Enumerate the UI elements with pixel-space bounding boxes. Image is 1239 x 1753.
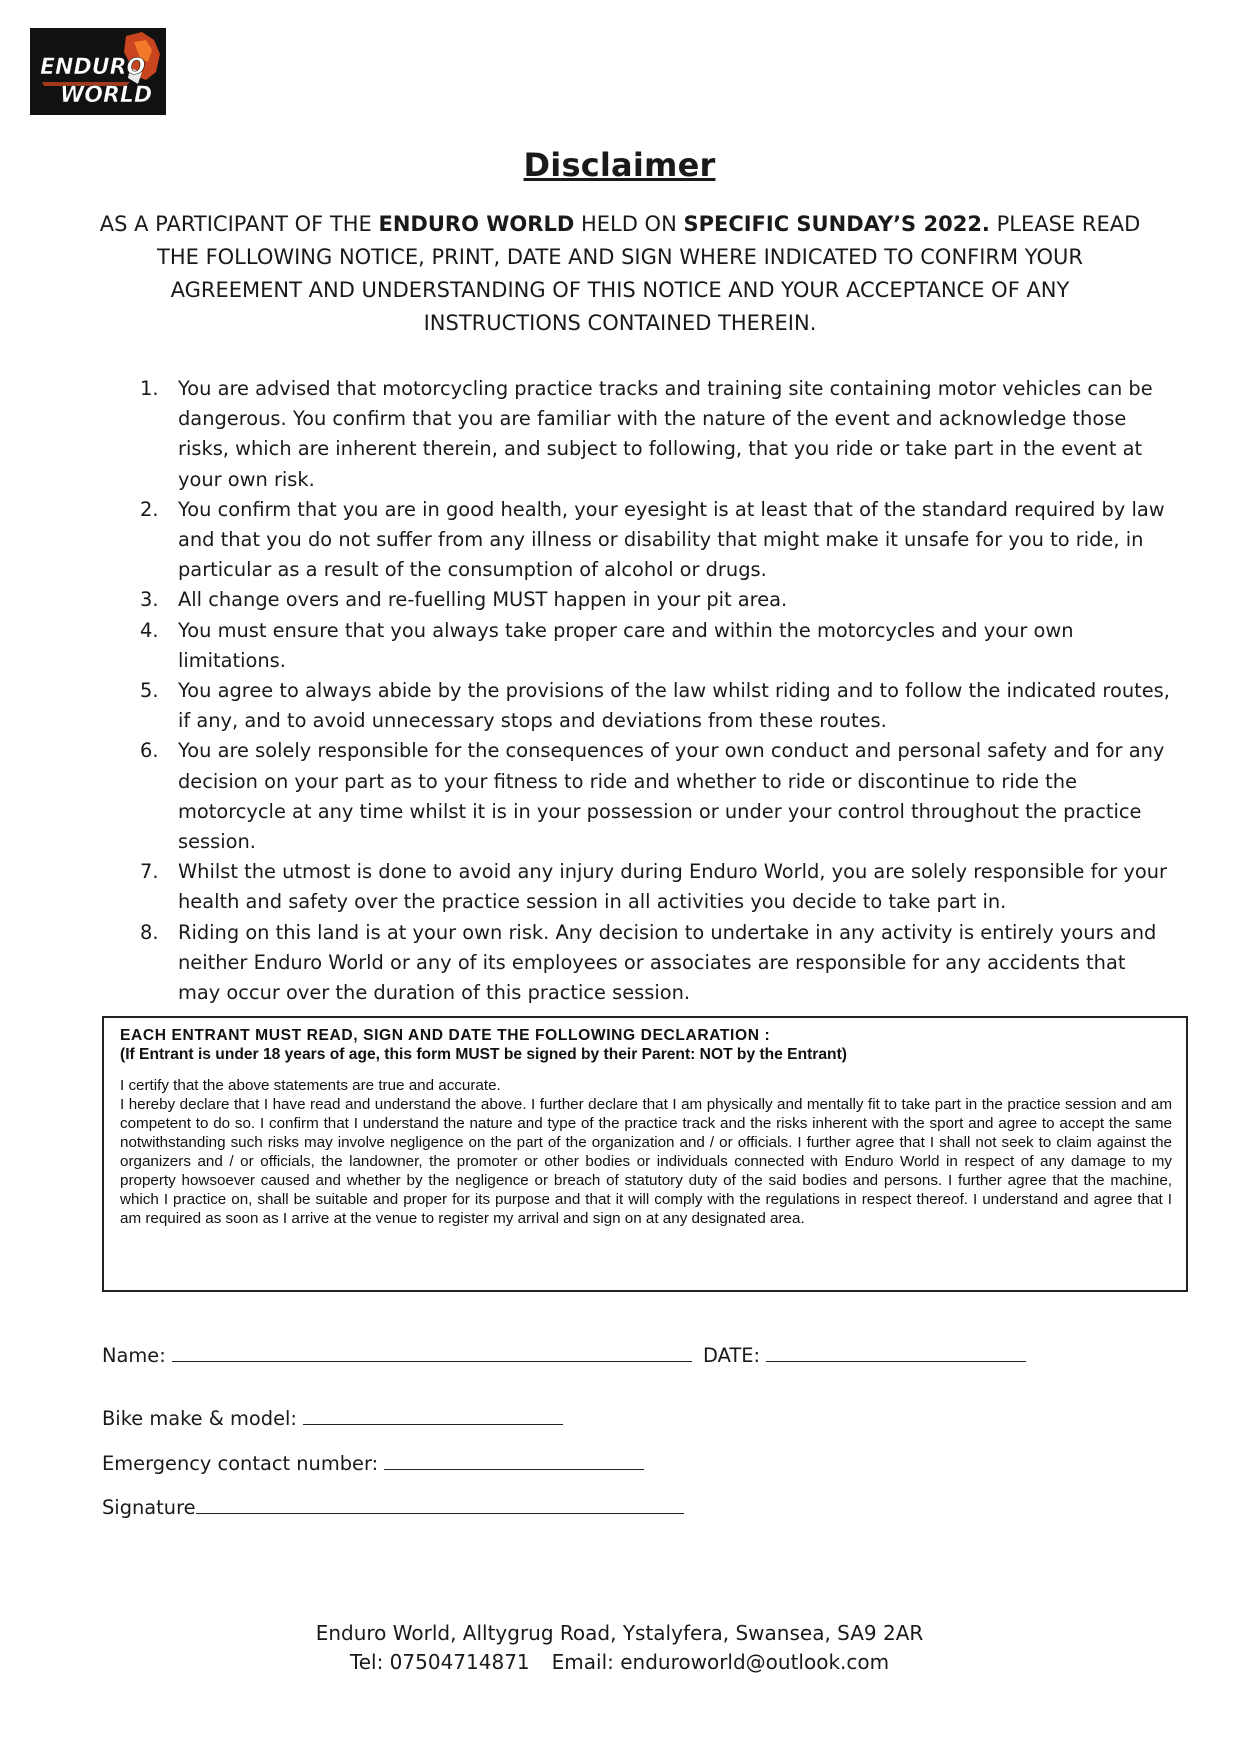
bike-input-line[interactable] [303,1405,563,1425]
footer-email: Email: enduroworld@outlook.com [551,1650,890,1674]
signature-field-row [102,1494,684,1520]
bike-field-row [102,1405,563,1431]
page-title: Disclaimer [523,146,716,184]
footer-address: Enduro World, Alltygrug Road, Ystalyfera, Swansea, SA9 2AR [315,1621,924,1645]
logo [30,28,166,115]
rule-item [130,495,1170,586]
declaration-body [120,1076,1172,1228]
date-label: DATE: [703,1344,760,1367]
rule-number: 4. [140,618,159,642]
rule-item [130,374,1170,495]
rules-list [130,374,1170,1008]
intro-bold-event: ENDURO WORLD [378,212,575,236]
rule-item [130,736,1170,857]
rule-number: 6. [140,739,159,763]
rule-item [130,918,1170,1009]
intro-text-1: AS A PARTICIPANT OF THE [99,212,379,236]
footer [0,1619,1239,1677]
date-input-line[interactable] [766,1342,1026,1362]
emergency-input-line[interactable] [384,1450,644,1470]
declaration-heading-block [120,1026,1172,1064]
rule-text: You must ensure that you always take proper care and within the motorcycles and your own limitations. [178,618,1074,672]
declaration-subheading: (If Entrant is under 18 years of age, this form MUST be signed by their Parent: NOT by the Entrant) [120,1046,847,1063]
rule-item [130,585,1170,615]
rule-text: You are solely responsible for the consequences of your own conduct and personal safety and for any decision on your part as to your fitness to ride and whether to ride or discontinue to ride the motorcycle at any time whilst it is in your possession or under your control throughout the practice session. [178,739,1165,854]
bike-label: Bike make & model: [102,1407,297,1430]
logo-word-world: WORLD [60,83,153,108]
signature-input-line[interactable] [196,1494,684,1514]
rule-text: All change overs and re-fuelling MUST happen in your pit area. [178,588,788,612]
footer-tel: Tel: 07504714871 [349,1650,530,1674]
rule-text: You agree to always abide by the provisions of the law whilst riding and to follow the indicated routes, if any, and to avoid unnecessary stops and deviations from these routes. [178,679,1170,733]
rule-number: 8. [140,920,159,944]
declaration-text: I hereby declare that I have read and understand the above. I further declare that I am physically and mentally fit to take part in the practice session and am competent to do so. I confirm that I understand the nature and type of the practice track and the risks inherent with the sport and agree to accept the same notwithstanding such risks may involve negligence on the part of the organization and / or officials. I further agree that I shall not seek to claim against the organizers and / or officials, the landowner, the promoter or other bodies or individuals connected with Enduro World in respect of any damage to my property howsoever caused and whether by the negligence or breach of statutory duty of the said bodies and persons. I further agree that the machine, which I practice on, shall be suitable and proper for its purpose and that it will comply with the regulations in respect thereof. I understand and agree that I am required as soon as I arrive at the venue to register my arrival and sign on at any designated area. [120,1096,1172,1227]
rule-text: You are advised that motorcycling practice tracks and training site containing motor vehicles can be dangerous. You confirm that you are familiar with the nature of the event and acknowledge those risks, which are inherent therein, and subject to following, that you ride or take part in the event at your own risk. [178,377,1153,491]
intro-paragraph [95,208,1145,340]
rule-text: You confirm that you are in good health, your eyesight is at least that of the standard required by law and that you do not suffer from any illness or disability that might make it unsafe for you to ride, in particular as a result of the consumption of alcohol or drugs. [178,497,1165,582]
rule-number: 2. [140,497,159,521]
logo-word-enduro: ENDURO [40,55,146,80]
emergency-field-row [102,1450,644,1476]
declaration-heading: EACH ENTRANT MUST READ, SIGN AND DATE THE FOLLOWING DECLARATION : [120,1027,771,1044]
rule-text: Whilst the utmost is done to avoid any injury during Enduro World, you are solely responsible for your health and safety over the practice session in all activities you decide to take part in. [178,860,1167,914]
rule-item [130,857,1170,917]
rule-item [130,616,1170,676]
enduro-world-logo [30,28,166,115]
rule-item [130,676,1170,736]
intro-text-3: PLEASE READ THE FOLLOWING NOTICE, PRINT, DATE AND SIGN WHERE INDICATED TO CONFIRM YOUR AGREEMENT AND UNDERSTANDING OF THIS NOTICE AND YOUR ACCEPTANCE OF ANY INSTRUCTIONS CONTAINED THEREIN. [157,212,1141,335]
rule-number: 1. [140,377,159,400]
name-field-row [102,1342,692,1368]
signature-label: Signature [102,1496,196,1519]
footer-contact [0,1648,1239,1677]
name-label: Name: [102,1344,166,1367]
rule-text: Riding on this land is at your own risk. Any decision to undertake in any activity is entirely yours and neither Enduro World or any of its employees or associates are responsible for any accidents that may occur over the duration of this practice session. [178,920,1157,1005]
emergency-label: Emergency contact number: [102,1452,379,1475]
intro-bold-date: SPECIFIC SUNDAY’S 2022. [683,212,990,236]
intro-text-2: HELD ON [574,212,684,236]
rule-number: 3. [140,588,159,612]
name-input-line[interactable] [172,1342,692,1362]
rule-number: 7. [140,860,159,884]
declaration-box [102,1016,1188,1292]
date-field-row [703,1342,1026,1368]
declaration-certify: I certify that the above statements are true and accurate. [120,1077,501,1094]
rule-number: 5. [140,679,159,703]
